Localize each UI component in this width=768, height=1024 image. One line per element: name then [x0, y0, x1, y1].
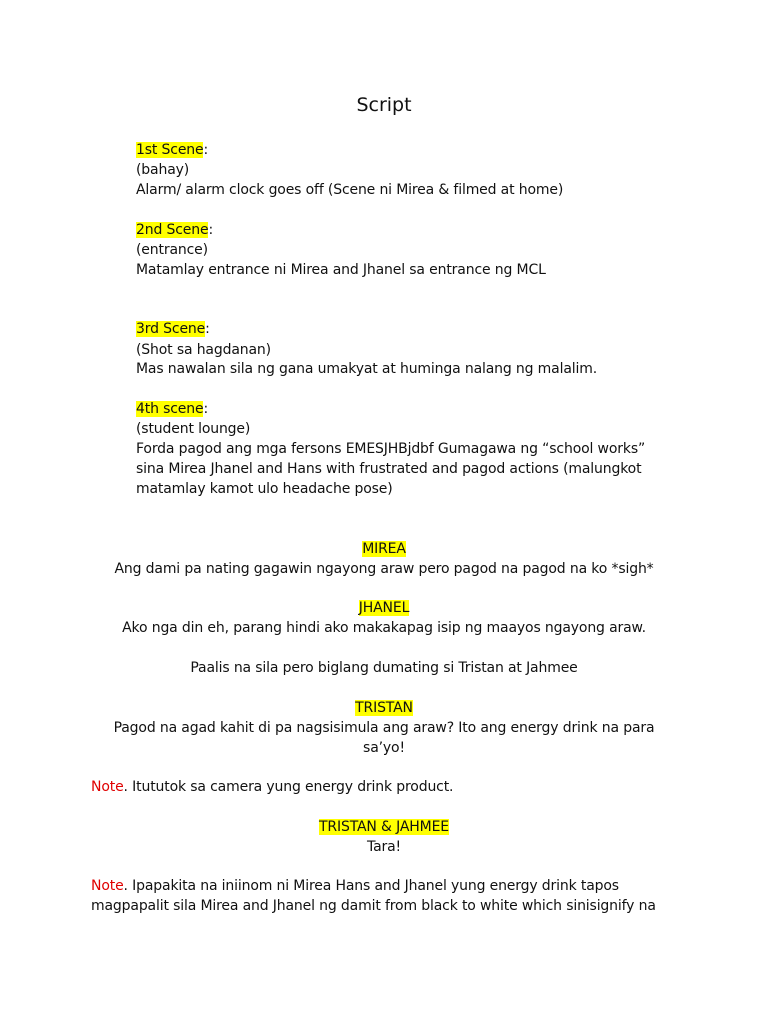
tristan-name-label: TRISTAN: [355, 700, 413, 716]
note-2-line-2: magpapalit sila Mirea and Jhanel ng damit from black to white which sinisignify na: [91, 898, 656, 914]
scene-1-heading: 1st Scene:: [136, 142, 209, 158]
action-line: Paalis na sila pero biglang dumating si Tristan at Jahmee: [190, 660, 578, 676]
scene-4-heading: 4th scene:: [136, 401, 209, 417]
scene-4-description-line-1: Forda pagod ang mga fersons EMESJHBjdbf Gumagawa ng “school works”: [136, 441, 646, 457]
scene-4-description-line-3: matamlay kamot ulo headache pose): [136, 481, 393, 497]
note-1-text: . Itututok sa camera yung energy drink product.: [123, 779, 454, 795]
scene-2-label: 2nd Scene: [136, 222, 209, 238]
scene-4-label: 4th scene: [136, 401, 204, 417]
dialogue-line-tristan-1: Pagod na agad kahit di pa nagsisimula ang araw? Ito ang energy drink na para: [113, 720, 655, 736]
scene-1-label: 1st Scene: [136, 142, 204, 158]
scene-2-description: Matamlay entrance ni Mirea and Jhanel sa entrance ng MCL: [136, 262, 546, 278]
scene-3-label: 3rd Scene: [136, 321, 206, 337]
dialogue-line-jhanel: Ako nga din eh, parang hindi ako makakapag isip ng maayos ngayong araw.: [122, 620, 646, 636]
character-name-tristan-jahmee: [0, 817, 768, 837]
mirea-name-label: MIREA: [362, 541, 406, 557]
character-name-tristan: [0, 698, 768, 718]
scene-3-heading: 3rd Scene:: [136, 321, 210, 337]
character-name-jhanel: [0, 598, 768, 618]
note-2-label: Note: [91, 878, 124, 894]
note-1-label: Note: [91, 779, 124, 795]
scene-4-location: (student lounge): [136, 421, 251, 437]
scene-1-location: (bahay): [136, 162, 190, 178]
dialogue-line-mirea: Ang dami pa nating gagawin ngayong araw pero pagod na pagod na ko *sigh*: [114, 561, 654, 577]
scene-4-description-line-2: sina Mirea Jhanel and Hans with frustrated and pagod actions (malungkot: [136, 461, 642, 477]
scene-2-heading: 2nd Scene:: [136, 222, 214, 238]
dialogue-line-duo: Tara!: [366, 839, 401, 855]
duo-name-label: TRISTAN & JAHMEE: [319, 819, 449, 835]
scene-3-location: (Shot sa hagdanan): [136, 342, 271, 358]
scene-1-description: Alarm/ alarm clock goes off (Scene ni Mirea & filmed at home): [136, 182, 564, 198]
scene-3-description: Mas nawalan sila ng gana umakyat at huminga nalang ng malalim.: [136, 361, 598, 377]
character-name-mirea: [0, 539, 768, 559]
note-2-text: . Ipapakita na iniinom ni Mirea Hans and Jhanel yung energy drink tapos: [123, 878, 619, 894]
note-2: [91, 876, 619, 896]
scene-2-location: (entrance): [136, 242, 208, 258]
page-title: Script: [356, 94, 412, 116]
dialogue-line-tristan-2: sa’yo!: [363, 740, 405, 756]
jhanel-name-label: JHANEL: [358, 600, 410, 616]
note-1: [91, 777, 453, 797]
